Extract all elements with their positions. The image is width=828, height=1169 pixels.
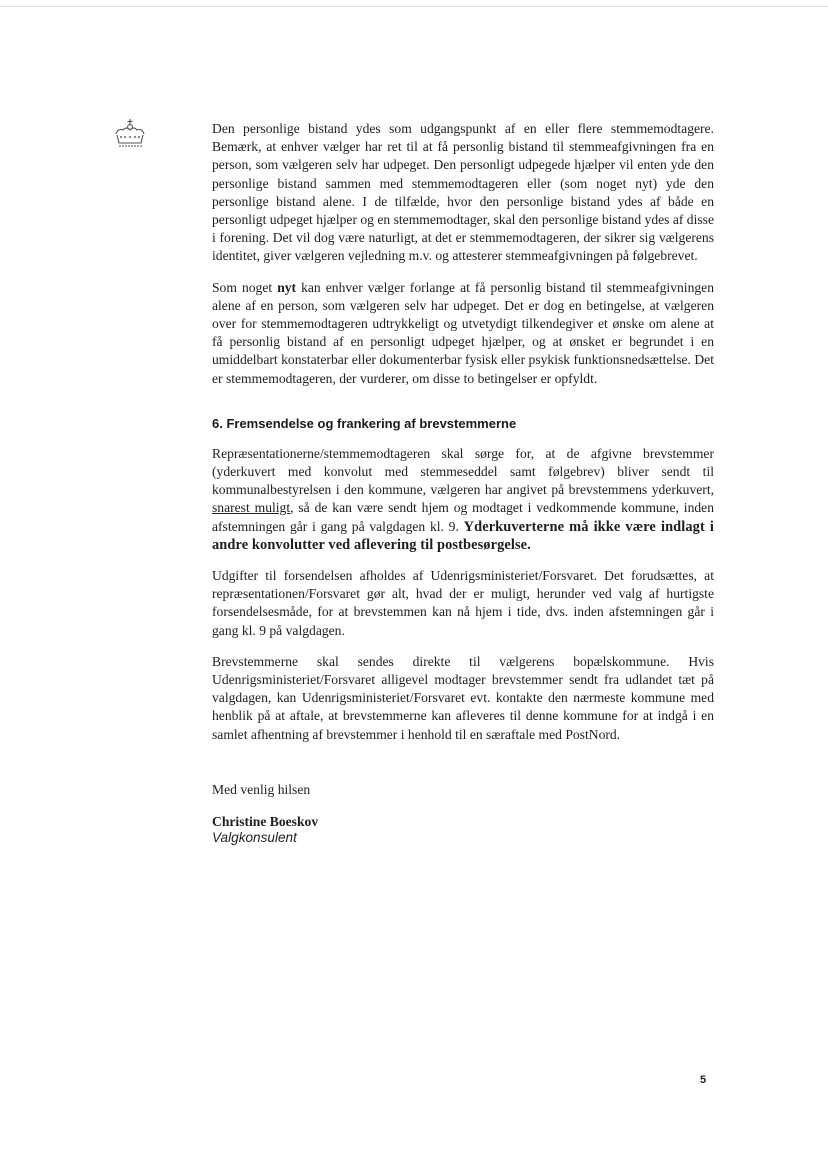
bold-envelope-warning: Yderkuverterne må ikke være indlagt i andre konvolutter ved aflevering til postbesørgelse. [212, 518, 714, 553]
paragraph-shipping [212, 445, 714, 554]
danish-crown-icon [112, 118, 148, 150]
scan-edge-line [0, 6, 828, 7]
paragraph-new-rule [212, 279, 714, 388]
underlined-asap: snarest muligt [212, 500, 291, 516]
closing-greeting: Med venlig hilsen [212, 781, 311, 797]
paragraph-personal-assistance: Den personlige bistand ydes som udgangspunkt af en eller flere stemmemodtagere. Bemærk, at enhver vælger har ret til at få personlig bistand til stemmeafgivningen fra en person, som vælgeren selv har udpeget. Den personligt udpegede hjælper vil enten yde den personlige bistand sammen med stemmemodtageren eller (som noget nyt) yde den personlige bistand alene. I de tilfælde, hvor den personlige bistand ydes af både en personligt udpeget hjælper og en stemmemodtager, skal den personlige bistand ydes af disse i forening. Det vil dog være naturligt, at det er stemmemodtageren, der sikrer sig vælgerens identitet, giver vælgeren vejledning m.v. og attesterer stemmeafgivningen på følgebrevet. [212, 121, 714, 264]
paragraph-costs: Udgifter til forsendelsen afholdes af Udenrigsministeriet/Forsvaret. Det forudsættes, at repræsentationen/Forsvaret gør alt, hvad der er muligt, herunder ved valg af hurtigste forsendelsesmåde, for at brevstemmen kan nå hjem i tide, dvs. inden afstemningen går i gang kl. 9 på valgdagen. [212, 568, 714, 638]
signer-name: Christine Boeskov [212, 813, 319, 829]
paragraph-new-rule-start: Som noget [212, 279, 278, 295]
signer-title: Valgkonsulent [212, 829, 297, 845]
paragraph-direct-delivery: Brevstemmerne skal sendes direkte til vælgerens bopælskommune. Hvis Udenrigsministeriet/Forsvaret alligevel modtager brevstemmer sendt fra udlandet tæt på valgdagen, kan Udenrigsministeriet/Forsvaret evt. kontakte den nærmeste kommune med henblik på at aftale, at brevstemmerne kan afleveres til denne kommune for at indgå i en samlet afhentning af brevstemmer i henhold til en særaftale med PostNord. [212, 653, 714, 742]
paragraph-new-rule-rest: kan enhver vælger forlange at få personlig bistand til stemmeafgivningen alene af en person, som vælgeren selv har udpeget. Det er dog en betingelse, at vælgeren over for stemmemodtageren udtrykkeligt og utvetydigt tilkendegiver et ønske om alene at få personlig bistand af en personligt udpeget hjælper, og at ønsket er begrundet i en umiddelbart konstaterbar eller dokumenterbar fysisk eller psykisk funktionsnedsættelse. Det er stemmemodtageren, der vurderer, om disse to betingelser er opfyldt. [212, 279, 714, 386]
paragraph-shipping-start: Repræsentationerne/stemmemodtageren skal sørge for, at de afgivne brevstemmer (yderkuvert med konvolut med stemmeseddel samt følgebrev) bliver sendt til kommunalbestyrelsen i den kommune, vælgeren har angivet på brevstemmens yderkuvert, [212, 445, 714, 498]
document-body [212, 120, 714, 845]
section-heading: 6. Fremsendelse og frankering af brevstemmerne [212, 415, 517, 431]
paragraph-shipping-middle: , så de kan være sendt hjem og modtaget i vedkommende kommune, inden afstemningen går i gang på valgdagen kl. 9. [212, 500, 714, 534]
page-number: 5 [700, 1074, 707, 1086]
emphasis-nyt: nyt [277, 279, 297, 295]
